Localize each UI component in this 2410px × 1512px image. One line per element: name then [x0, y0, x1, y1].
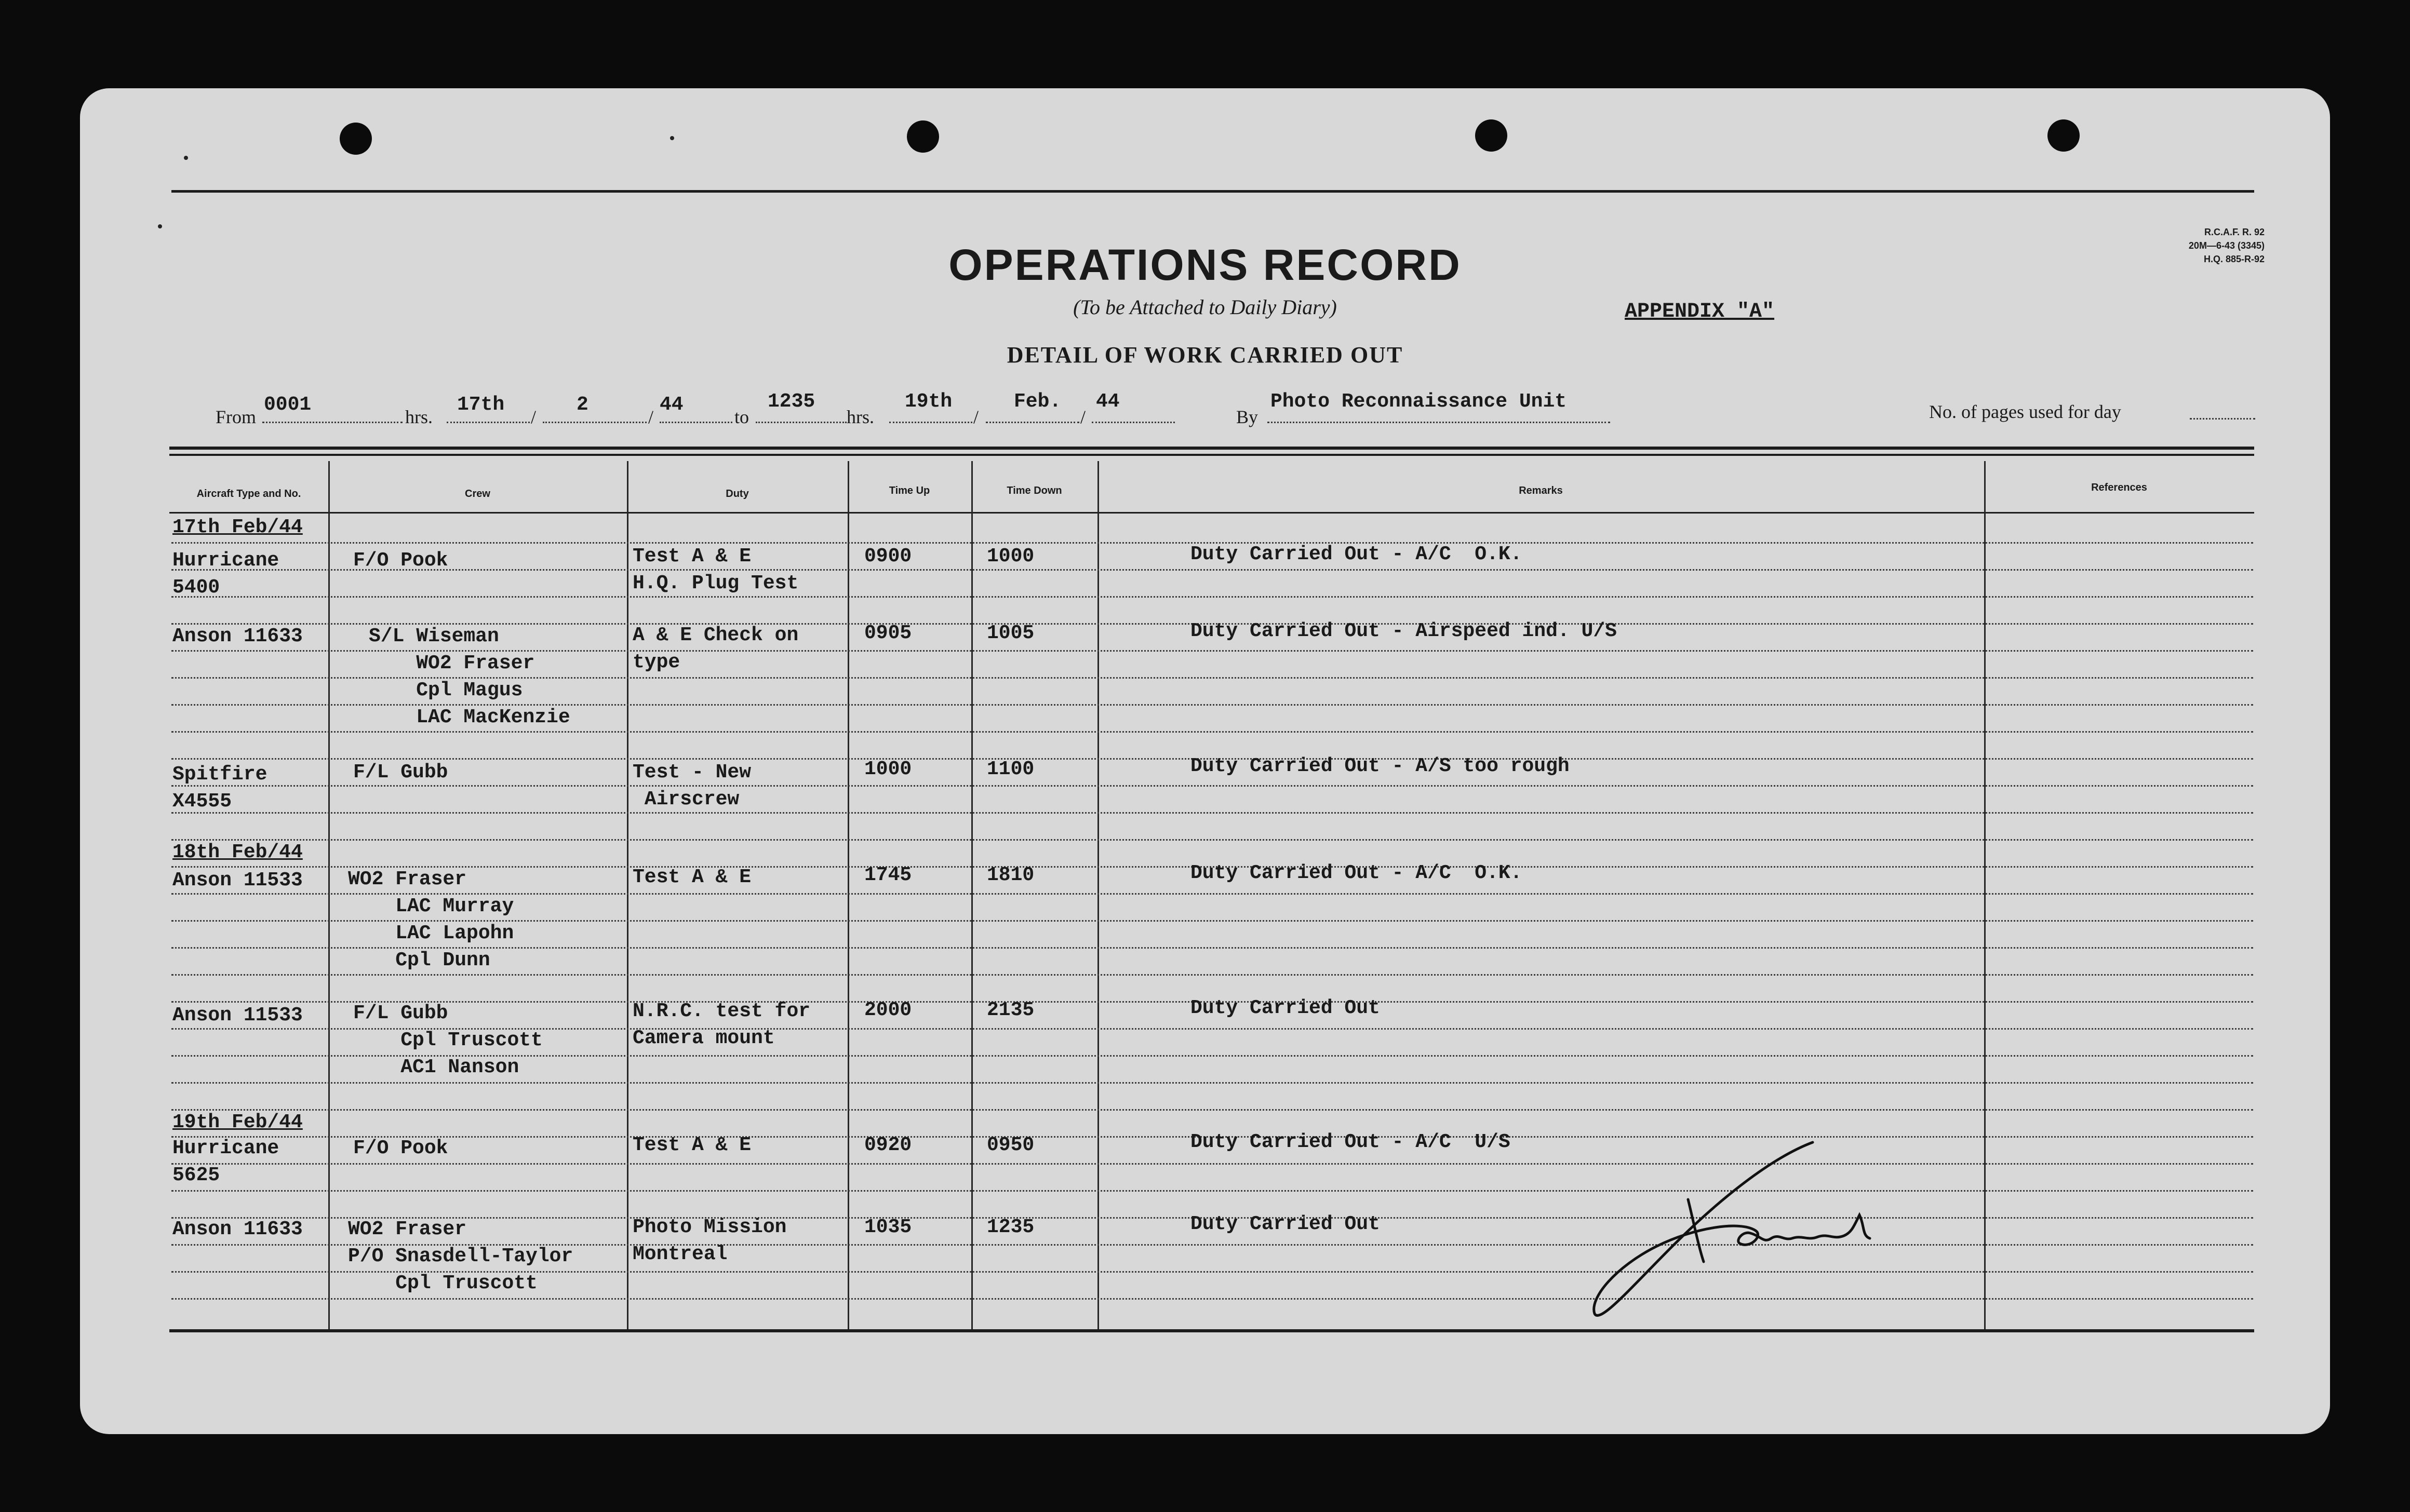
time-down-cell: 1005: [987, 622, 1035, 644]
crew-cell: WO2 Fraser LAC Murray LAC Lapohn Cpl Dunn: [348, 868, 514, 971]
to-label: to: [734, 407, 749, 427]
to-day: 19th: [905, 390, 953, 413]
appendix-label: APPENDIX "A": [1625, 300, 1775, 323]
ruled-line: [171, 1190, 2253, 1192]
time-up-cell: 0920: [864, 1134, 912, 1156]
duty-cell: Test A & E: [633, 866, 752, 888]
unit-name: Photo Reconnaissance Unit: [1270, 390, 1567, 413]
aircraft-cell: Anson 11533: [172, 869, 303, 892]
header-crew: Crew: [465, 488, 490, 500]
slash-4: /: [1080, 407, 1086, 427]
page-subtitle: (To be Attached to Daily Diary): [1073, 295, 1337, 319]
time-down-cell: 1000: [987, 545, 1035, 568]
hrs-label-1: hrs.: [405, 407, 433, 427]
duty-cell: Photo Mission Montreal: [633, 1216, 787, 1265]
from-day: 17th: [457, 394, 505, 416]
col-divider: [1984, 461, 1986, 1329]
header-time-up: Time Up: [889, 485, 930, 496]
duty-cell: A & E Check on type: [633, 624, 799, 673]
unit-line: [1267, 422, 1610, 423]
from-time: 0001: [264, 394, 312, 416]
col-divider: [1097, 461, 1099, 1329]
form-print-code: 20M—6-43 (3345): [2188, 240, 2265, 251]
crew-cell: F/L Gubb Cpl Truscott AC1 Nanson: [353, 1002, 543, 1078]
ruled-line: [171, 596, 2253, 598]
ruled-line: [171, 1082, 2253, 1084]
binder-hole: [1475, 119, 1507, 152]
to-year: 44: [1096, 390, 1120, 413]
ruled-line: [171, 1298, 2253, 1300]
date-heading: 18th Feb/44: [172, 841, 303, 863]
top-rule: [171, 190, 2254, 193]
pages-label: No. of pages used for day: [1929, 401, 2121, 422]
slash-1: /: [531, 407, 537, 427]
from-day-line: [447, 422, 530, 423]
to-time-line: [756, 422, 847, 423]
ruled-line: [171, 785, 2253, 787]
remarks-cell: Duty Carried Out: [1190, 997, 1380, 1019]
aircraft-cell: Anson 11633: [172, 1218, 303, 1240]
col-divider: [627, 461, 628, 1329]
ruled-line: [171, 1109, 2253, 1111]
table-bottom-rule: [169, 1329, 2254, 1332]
table-top-rule-2: [169, 454, 2254, 456]
to-month: Feb.: [1014, 390, 1062, 413]
remarks-cell: Duty Carried Out - Airspeed ind. U/S: [1190, 620, 1617, 642]
binder-hole: [340, 123, 372, 155]
date-heading: 19th Feb/44: [172, 1111, 303, 1133]
ruled-line: [171, 569, 2253, 571]
aircraft-cell: Spitfire X4555: [172, 763, 267, 813]
page-title: OPERATIONS RECORD: [948, 240, 1462, 289]
time-up-cell: 0905: [864, 622, 912, 644]
header-time-down: Time Down: [1007, 485, 1062, 496]
form-hq-code: H.Q. 885-R-92: [2203, 254, 2265, 264]
ruled-line: [171, 812, 2253, 814]
time-up-cell: 1035: [864, 1216, 912, 1238]
time-down-cell: 2135: [987, 999, 1035, 1021]
paper-speck: [184, 156, 188, 160]
col-divider: [328, 461, 330, 1329]
from-label: From: [216, 407, 257, 427]
time-down-cell: 0950: [987, 1134, 1035, 1156]
col-divider: [848, 461, 849, 1329]
time-up-cell: 1000: [864, 758, 912, 780]
date-heading: 17th Feb/44: [172, 516, 303, 538]
binder-hole: [907, 120, 939, 153]
slash-2: /: [648, 407, 654, 427]
hrs-label-2: hrs.: [847, 407, 874, 427]
duty-cell: Test - New Airscrew: [633, 761, 752, 811]
to-year-line: [1092, 422, 1175, 423]
from-month: 2: [577, 394, 588, 416]
duty-cell: N.R.C. test for Camera mount: [633, 1000, 811, 1049]
from-month-line: [543, 422, 647, 423]
remarks-cell: Duty Carried Out - A/C O.K.: [1190, 862, 1522, 884]
crew-cell: WO2 Fraser P/O Snasdell-Taylor Cpl Truscott: [348, 1218, 573, 1294]
aircraft-cell: Anson 11533: [172, 1004, 303, 1027]
duty-cell: Test A & E H.Q. Plug Test: [633, 545, 799, 595]
time-up-cell: 0900: [864, 545, 912, 568]
form-code: R.C.A.F. R. 92: [2204, 227, 2265, 237]
to-day-line: [889, 422, 972, 423]
crew-cell: S/L Wiseman WO2 Fraser Cpl Magus LAC MacKenzie: [369, 625, 570, 728]
header-duty: Duty: [726, 488, 749, 500]
from-year: 44: [660, 394, 684, 416]
header-bottom-rule: [169, 512, 2254, 514]
crew-cell: F/O Pook: [353, 549, 448, 572]
ruled-line: [171, 1163, 2253, 1165]
crew-cell: F/L Gubb: [353, 761, 448, 784]
binder-hole: [2047, 119, 2080, 152]
detail-heading: DETAIL OF WORK CARRIED OUT: [1007, 342, 1403, 368]
ruled-line: [171, 839, 2253, 841]
by-label: By: [1236, 407, 1258, 427]
table-top-rule: [169, 447, 2254, 450]
remarks-cell: Duty Carried Out - A/C O.K.: [1190, 543, 1522, 565]
from-year-line: [660, 422, 732, 423]
aircraft-cell: Hurricane 5400: [172, 549, 279, 599]
header-aircraft: Aircraft Type and No.: [196, 488, 301, 500]
duty-cell: Test A & E: [633, 1134, 752, 1156]
paper-speck: [158, 224, 162, 228]
from-time-line: [262, 422, 403, 423]
to-time: 1235: [768, 390, 815, 413]
pages-line: [2190, 418, 2255, 420]
header-references: References: [2091, 482, 2147, 493]
col-divider: [971, 461, 973, 1329]
time-up-cell: 2000: [864, 999, 912, 1021]
aircraft-cell: Anson 11633: [172, 625, 303, 647]
ruled-line: [171, 974, 2253, 976]
crew-cell: F/O Pook: [353, 1137, 448, 1159]
ruled-line: [171, 731, 2253, 733]
remarks-cell: Duty Carried Out - A/C U/S: [1190, 1131, 1510, 1153]
header-remarks: Remarks: [1519, 485, 1563, 496]
time-down-cell: 1235: [987, 1216, 1035, 1238]
slash-3: /: [973, 407, 979, 427]
remarks-cell: Duty Carried Out - A/S too rough: [1190, 755, 1570, 777]
remarks-cell: Duty Carried Out: [1190, 1213, 1380, 1235]
time-down-cell: 1810: [987, 864, 1035, 886]
time-up-cell: 1745: [864, 864, 912, 886]
to-month-line: [986, 422, 1079, 423]
paper-speck: [670, 136, 674, 140]
time-down-cell: 1100: [987, 758, 1035, 780]
aircraft-cell: Hurricane 5625: [172, 1137, 279, 1186]
signature: [1584, 1137, 1896, 1329]
